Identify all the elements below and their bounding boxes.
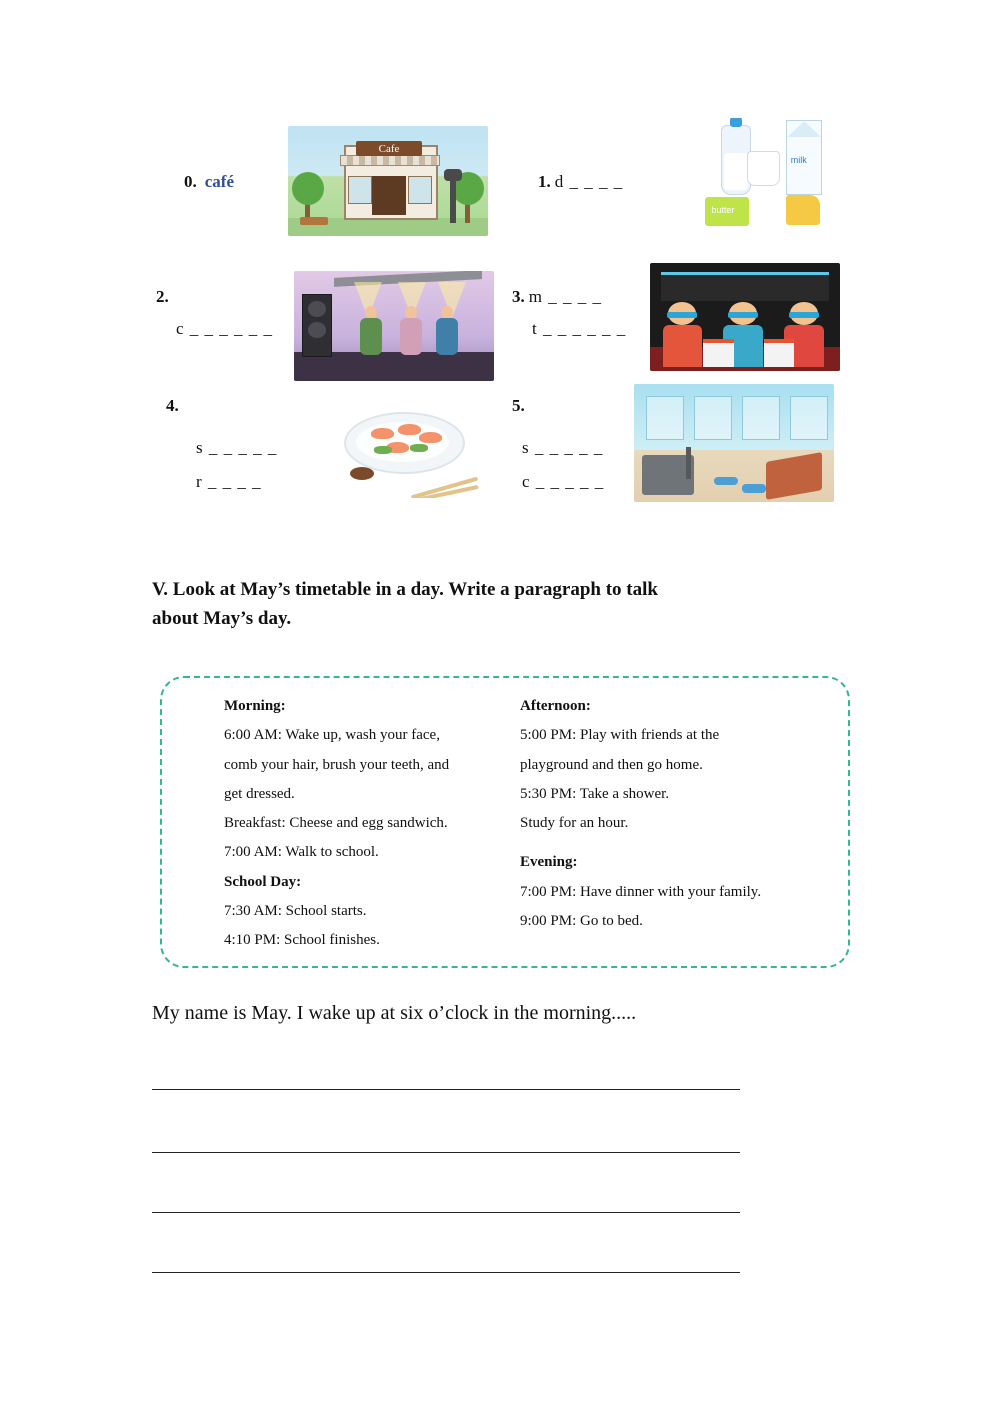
- vocab-item-4: [166, 396, 179, 416]
- section-v-heading: [152, 575, 842, 634]
- musician-body: [400, 318, 422, 355]
- vocab-item-5-blank[interactable]: s _ _ _ _ _: [522, 438, 604, 457]
- timetable-heading-school-day: School Day:: [224, 873, 302, 890]
- vocab-item-1-number: 1.: [538, 172, 551, 191]
- timetable-line: 5:30 PM: Take a shower.: [520, 785, 670, 802]
- vocab-item-2-number: 2.: [156, 287, 169, 306]
- vocab-item-4-number: 4.: [166, 396, 179, 415]
- vocab-row-3: [150, 380, 850, 510]
- vocab-item-5-blank-wrap: [522, 438, 603, 458]
- 3d-glasses-icon: [789, 312, 819, 319]
- speaker-icon: [302, 294, 332, 357]
- vocab-item-3-number: 3.: [512, 287, 525, 306]
- vocab-item-1: [538, 172, 623, 192]
- sauce-dish-icon: [350, 467, 374, 480]
- vocab-item-0-number: 0.: [184, 172, 197, 191]
- vocab-item-2-blank[interactable]: c _ _ _ _ _ _: [176, 319, 274, 338]
- musician-body: [360, 318, 382, 355]
- answer-line-3[interactable]: [152, 1212, 740, 1213]
- concert-image: [294, 271, 494, 381]
- musician-head: [365, 306, 376, 319]
- cafe-door: [372, 176, 406, 216]
- timetable-left-column: [224, 692, 514, 955]
- timetable-line: 7:30 AM: School starts.: [224, 902, 367, 919]
- vocab-item-3: [512, 287, 602, 307]
- 3d-glasses-icon: [667, 312, 697, 319]
- speaker-cone: [308, 322, 326, 338]
- milk-carton-icon: [786, 120, 822, 195]
- timetable-line: playground and then go home.: [520, 756, 703, 773]
- vocab-item-2: [156, 287, 169, 307]
- weight-bench-icon: [766, 452, 822, 500]
- vocab-row-1: [150, 110, 850, 245]
- popcorn-icon: [764, 339, 794, 367]
- timetable-heading-afternoon: Afternoon:: [520, 698, 591, 714]
- timetable-box: [160, 676, 850, 968]
- timetable-line: Study for an hour.: [520, 815, 629, 831]
- writing-prompt: My name is May. I wake up at six o’clock in the morning.....: [152, 1002, 637, 1024]
- timetable-line: 5:00 PM: Play with friends at the: [520, 727, 720, 744]
- timetable-right-column: [520, 692, 820, 936]
- 3d-glasses-icon: [728, 312, 758, 319]
- vocab-item-2-blank-wrap: [176, 319, 273, 339]
- musician-icon: [398, 306, 424, 354]
- cafe-window-right: [408, 176, 432, 204]
- vocab-item-1-blank[interactable]: d _ _ _ _: [554, 172, 624, 191]
- vocab-row-2: [150, 245, 850, 380]
- sports-centre-image: [634, 384, 834, 502]
- timetable-line: Breakfast: Cheese and egg sandwich.: [224, 815, 448, 831]
- vocab-item-5-blank2-wrap: [522, 472, 604, 492]
- dumbbell-icon: [714, 477, 738, 485]
- musician-icon: [434, 306, 460, 354]
- street-lamp-icon: [450, 177, 456, 223]
- musician-body: [436, 318, 458, 355]
- cafe-window-left: [348, 176, 372, 204]
- shrimp-icon: [398, 424, 421, 435]
- vocab-item-4-blank2[interactable]: r _ _ _ _: [196, 472, 262, 491]
- timetable-line: 6:00 AM: Wake up, wash your face,: [224, 727, 440, 744]
- gym-window: [742, 396, 780, 440]
- tree-icon: [292, 172, 324, 223]
- vocab-item-5-number: 5.: [512, 396, 525, 415]
- cafe-sign: Cafe: [356, 141, 422, 155]
- vocab-item-5-blank2[interactable]: c _ _ _ _ _: [522, 472, 605, 491]
- musician-head: [405, 306, 416, 319]
- dumbbell-icon: [742, 484, 766, 492]
- butter-icon: [705, 197, 749, 226]
- vocab-item-5: [512, 396, 525, 416]
- vocab-item-4-blank[interactable]: s _ _ _ _ _: [196, 438, 278, 457]
- timetable-line: 9:00 PM: Go to bed.: [520, 912, 643, 929]
- timetable-heading-morning: Morning:: [224, 698, 286, 714]
- answer-line-1[interactable]: [152, 1089, 740, 1090]
- yogurt-cup-icon: [747, 151, 780, 186]
- gym-window: [646, 396, 684, 440]
- kid-body: [663, 325, 703, 367]
- cafe-image: [288, 126, 488, 236]
- cheese-icon: [786, 195, 820, 225]
- dairy-products-image: [700, 118, 830, 228]
- popcorn-icon: [703, 339, 733, 367]
- timetable-line: get dressed.: [224, 785, 295, 802]
- vegetable-icon: [374, 446, 392, 454]
- speaker-cone: [308, 301, 326, 317]
- kid-icon: [658, 300, 707, 367]
- cafe-awning: [340, 155, 440, 167]
- vocab-item-0: [184, 172, 234, 192]
- timetable-line: comb your hair, brush your teeth, and: [224, 756, 450, 773]
- section-v-heading-line2: about May’s day.: [152, 608, 292, 630]
- vocab-item-3-blank2[interactable]: t _ _ _ _ _ _: [532, 319, 627, 338]
- gym-window: [790, 396, 828, 440]
- timetable-heading-evening: Evening:: [520, 854, 578, 871]
- vocab-item-0-answer: café: [204, 172, 235, 191]
- musician-head: [441, 306, 452, 319]
- answer-line-4[interactable]: [152, 1272, 740, 1273]
- vocab-item-4-blank2-wrap: [196, 472, 262, 492]
- seafood-plate-image: [332, 398, 482, 498]
- movie-theatre-image: [650, 263, 840, 371]
- cinema-screen: [661, 272, 828, 301]
- vocabulary-exercise: [150, 110, 850, 510]
- timetable-spacer: [520, 838, 820, 848]
- answer-line-2[interactable]: [152, 1152, 740, 1153]
- vegetable-icon: [410, 444, 428, 452]
- vocab-item-3-blank[interactable]: m _ _ _ _: [528, 287, 602, 306]
- gym-window: [694, 396, 732, 440]
- timetable-line: 4:10 PM: School finishes.: [224, 932, 380, 948]
- shrimp-icon: [371, 428, 394, 439]
- vocab-item-3-blank2-wrap: [532, 319, 626, 339]
- vocab-item-4-blank-wrap: [196, 438, 277, 458]
- musician-icon: [358, 306, 384, 354]
- section-v-heading-line1: V. Look at May’s timetable in a day. Write a paragraph to talk: [152, 579, 658, 600]
- shrimp-icon: [419, 432, 442, 443]
- bench-icon: [300, 217, 328, 225]
- timetable-line: 7:00 PM: Have dinner with your family.: [520, 883, 762, 900]
- treadmill-icon: [642, 455, 694, 495]
- timetable-line: 7:00 AM: Walk to school.: [224, 844, 379, 861]
